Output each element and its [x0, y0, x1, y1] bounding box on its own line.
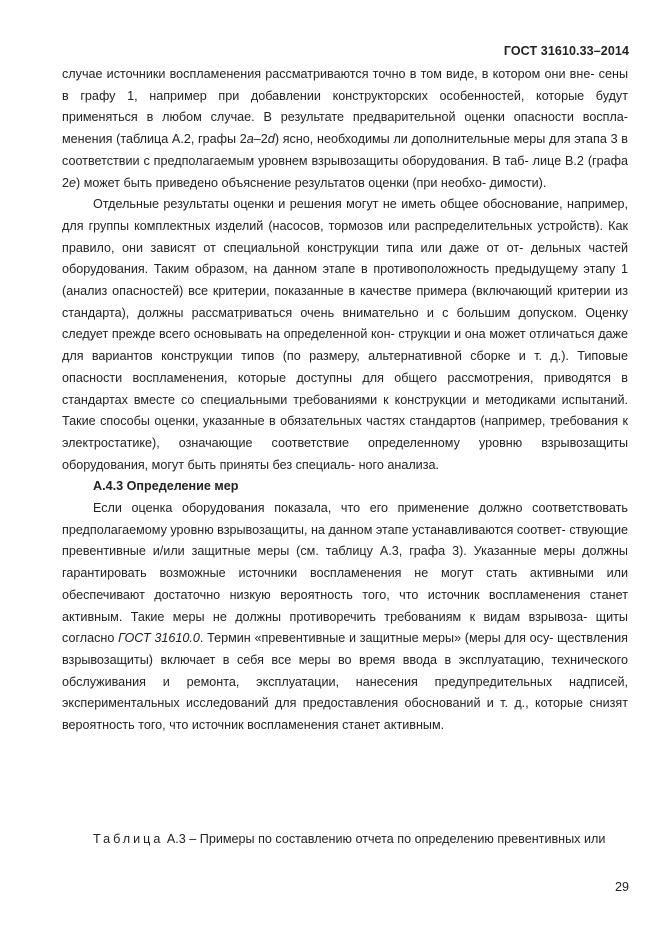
document-code-header: ГОСТ 31610.33–2014 [503, 44, 629, 58]
paragraph-continuation: случае источники воспламенения рассматриваются точно в том виде, в котором они вне- сены в графу 1, например при добавлении конструкторских особенностей, которые будут применяться в любом случае. В результате предварительной оценки опасности воспла- менения (таблица А.2, графы 2а–2d) ясно, необходимы ли дополнительные меры для этапа 3 в соответствии с предполагаемым уровнем взрывозащиты оборудования. В таб- лице В.2 (графа 2е) может быть приведено объяснение результатов оценки (при необхо- димости). [62, 67, 628, 190]
paragraph-measures: Если оценка оборудования показала, что его применение должно соответствовать предполагаемому уровню взрывозащиты, на данном этапе устанавливаются соответ- ствующие превентивные и/или защитные меры (см. таблицу А.3, графа 3). Указанные меры должны гарантировать возможные источники воспламенения не могут стать активными или обеспечивают достаточно низкую вероятность того, что источник воспламенения станет активным. Такие меры не должны противоречить требованиям к видам взрывоза- щиты согласно ГОСТ 31610.0. Термин «превентивные и защитные меры» (меры для осу- ществления взрывозащиты) включает в себя все меры во время ввода в эксплуатацию, технического обслуживания и ремонта, эксплуатации, нанесения предупредительных надписей, экспериментальных исследований для предоставления обоснований и т. д., которые снизят вероятность того, что источник воспламенения станет активным. [62, 501, 628, 733]
section-heading: А.4.3 Определение мер [93, 479, 239, 494]
standard-reference: ГОСТ 31610.0 [118, 631, 200, 646]
paragraph-assessment: Отдельные результаты оценки и решения могут не иметь общее обоснование, например, для группы комплектных изделий (насосов, тормозов или распределительных устройств). Как правило, они зависят от специальной конструкции типа или даже от от- дельных частей оборудования. Таким образом, на данном этапе в противоположность предыдущему этапу 1 (анализ опасностей) все критерии, показанные в качестве примера (включающий критерии из стандарта), должны рассматриваться очень внимательно и с большим допуском. Оценку следует прежде всего основывать на определенной кон- струкции и она может отличаться даже для вариантов конструкции типов (по размеру, альтернативной сборке и т. д.). Типовые опасности воспламенения, которые доступны для общего рассмотрения, приводятся в стандартах вместе со специальными требованиями к конструкции и методиками испытаний. Такие способы оценки, указанные в обязательных частях стандартов (например, требования к электростатике), означающие соответствие определенному уровню взрывозащиты оборудования, могут быть приняты без специаль- ного анализа. [62, 197, 628, 472]
page-number: 29 [614, 880, 629, 894]
table-caption [62, 829, 628, 851]
table-caption-text: А.3 – Примеры по составлению отчета по определению превентивных или [163, 832, 606, 846]
table-caption-label: Таблица [93, 832, 164, 846]
document-body [62, 64, 628, 737]
